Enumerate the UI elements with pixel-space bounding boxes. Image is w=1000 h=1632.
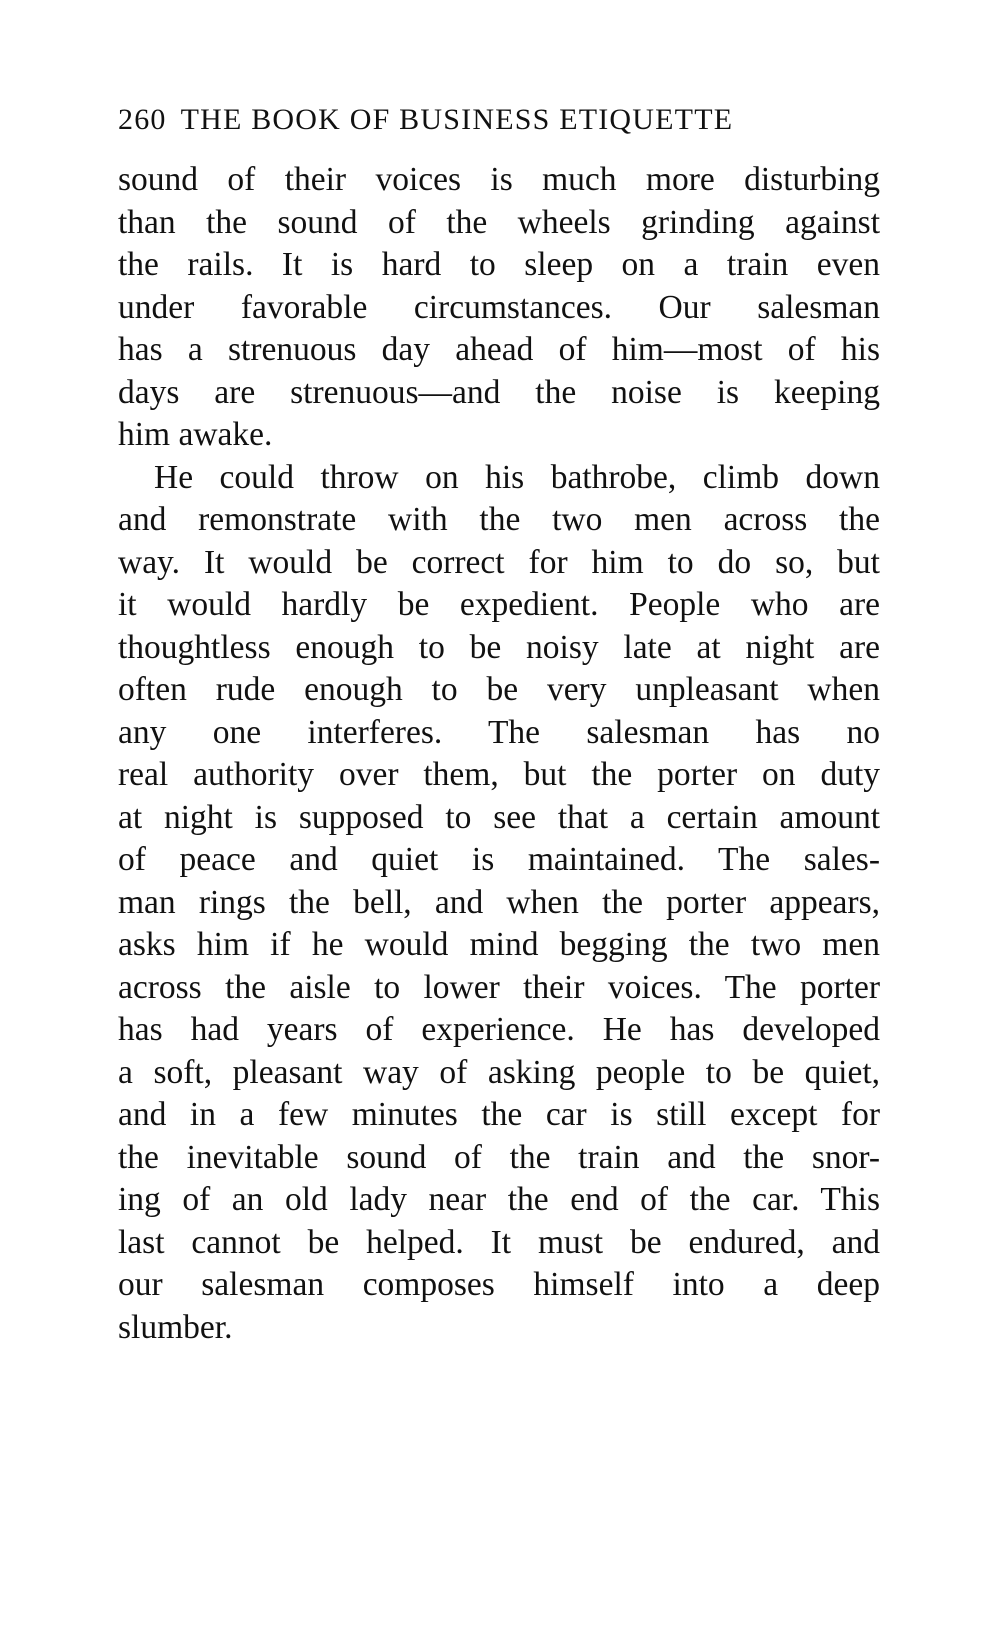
page-number: 260 (118, 103, 167, 136)
text-line: real authority over them, but the porter on duty (118, 756, 880, 793)
text-line: sound of their voices is much more disturbing (118, 161, 880, 198)
text-line: him awake. (118, 416, 273, 453)
text-line: at night is supposed to see that a certain amount (118, 798, 880, 836)
running-head (118, 100, 888, 140)
text-line: a soft, pleasant way of asking people to be quiet, (118, 1053, 880, 1091)
text-line: our salesman composes himself into a deep (118, 1266, 880, 1303)
text-line: last cannot be helped. It must be endured, and (118, 1223, 880, 1261)
text-line: under favorable circumstances. Our salesman (118, 288, 880, 326)
paragraph-1 (118, 159, 880, 457)
text-line: days are strenuous—and the noise is keeping (118, 373, 880, 411)
book-title: THE BOOK OF BUSINESS ETIQUETTE (180, 103, 734, 136)
paragraph-2 (118, 457, 880, 1350)
text-line: slumber. (118, 1308, 233, 1346)
text-line: across the aisle to lower their voices. The porter (118, 968, 880, 1006)
text-line: any one interferes. The salesman has no (118, 713, 880, 751)
text-line: He could throw on his bathrobe, climb down (154, 458, 880, 496)
text-line: of peace and quiet is maintained. The sales- (118, 841, 880, 878)
text-line: and remonstrate with the two men across the (118, 501, 880, 538)
text-line: often rude enough to be very unpleasant when (118, 671, 880, 708)
text-line: than the sound of the wheels grinding against (118, 203, 880, 241)
text-line: has had years of experience. He has developed (118, 1011, 880, 1048)
text-line: thoughtless enough to be noisy late at night are (118, 628, 880, 666)
body-text (118, 159, 880, 1349)
text-line: ing of an old lady near the end of the car. This (118, 1181, 880, 1218)
text-line: the rails. It is hard to sleep on a train even (118, 246, 880, 283)
text-line: it would hardly be expedient. People who are (118, 586, 880, 623)
text-line: and in a few minutes the car is still except for (118, 1096, 880, 1133)
text-line: asks him if he would mind begging the two men (118, 926, 880, 963)
text-line: way. It would be correct for him to do so, but (118, 543, 880, 581)
text-line: the inevitable sound of the train and the snor- (118, 1138, 880, 1176)
text-line: has a strenuous day ahead of him—most of his (118, 331, 880, 368)
text-line: man rings the bell, and when the porter appears, (118, 883, 880, 921)
